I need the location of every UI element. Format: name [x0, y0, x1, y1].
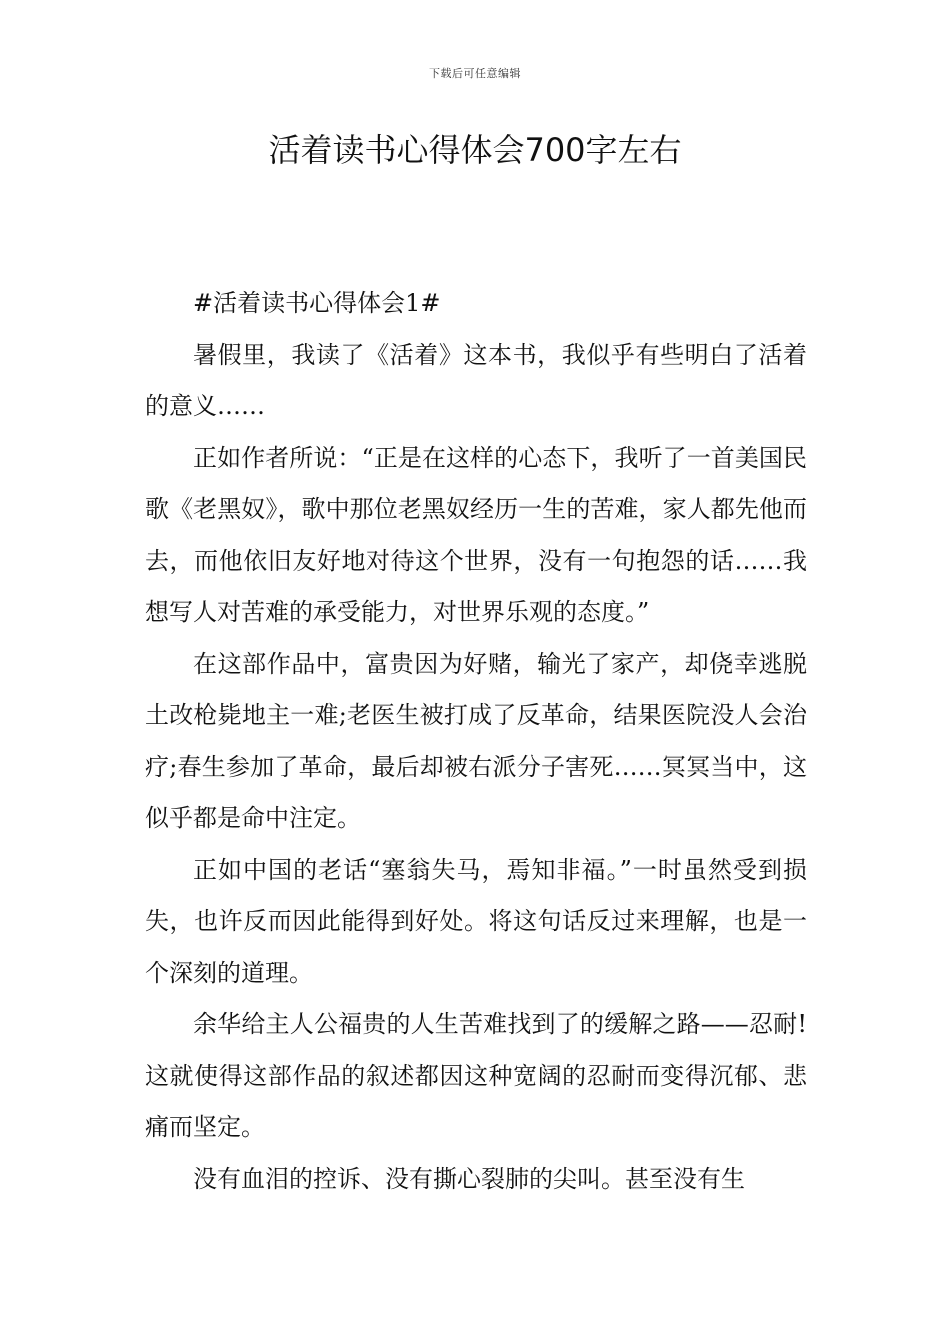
paragraph: 暑假里，我读了《活着》这本书，我似乎有些明白了活着的意义…… [145, 340, 807, 420]
paragraph: 正如中国的老话“塞翁失马，焉知非福。”一时虽然受到损失，也许反而因此能得到好处。将这句话反过来理解，也是一个深刻的道理。 [145, 855, 807, 987]
document-body [145, 278, 807, 1205]
document-title: 活着读书心得体会700字左右 [268, 131, 682, 169]
header-note: 下载后可任意编辑 [429, 67, 521, 80]
paragraph: 余华给主人公福贵的人生苦难找到了的缓解之路——忍耐!这就使得这部作品的叙述都因这种宽阔的忍耐而变得沉郁、悲痛而坚定。 [145, 1010, 807, 1141]
paragraph: 在这部作品中，富贵因为好赌，输光了家产，却侥幸逃脱土改枪毙地主一难;老医生被打成了反革命，结果医院没人会治疗;春生参加了革命，最后却被右派分子害死……冥冥当中，这似乎都是命中注定。 [145, 649, 807, 832]
section-heading: #活着读书心得体会1# [193, 289, 441, 317]
paragraph: 没有血泪的控诉、没有撕心裂肺的尖叫。甚至没有生 [193, 1164, 745, 1193]
paragraph: 正如作者所说：“正是在这样的心态下，我听了一首美国民歌《老黑奴》，歌中那位老黑奴经历一生的苦难，家人都先他而去，而他依旧友好地对待这个世界，没有一句抱怨的话……我想写人对苦难的承受能力，对世界乐观的态度。” [145, 443, 807, 626]
